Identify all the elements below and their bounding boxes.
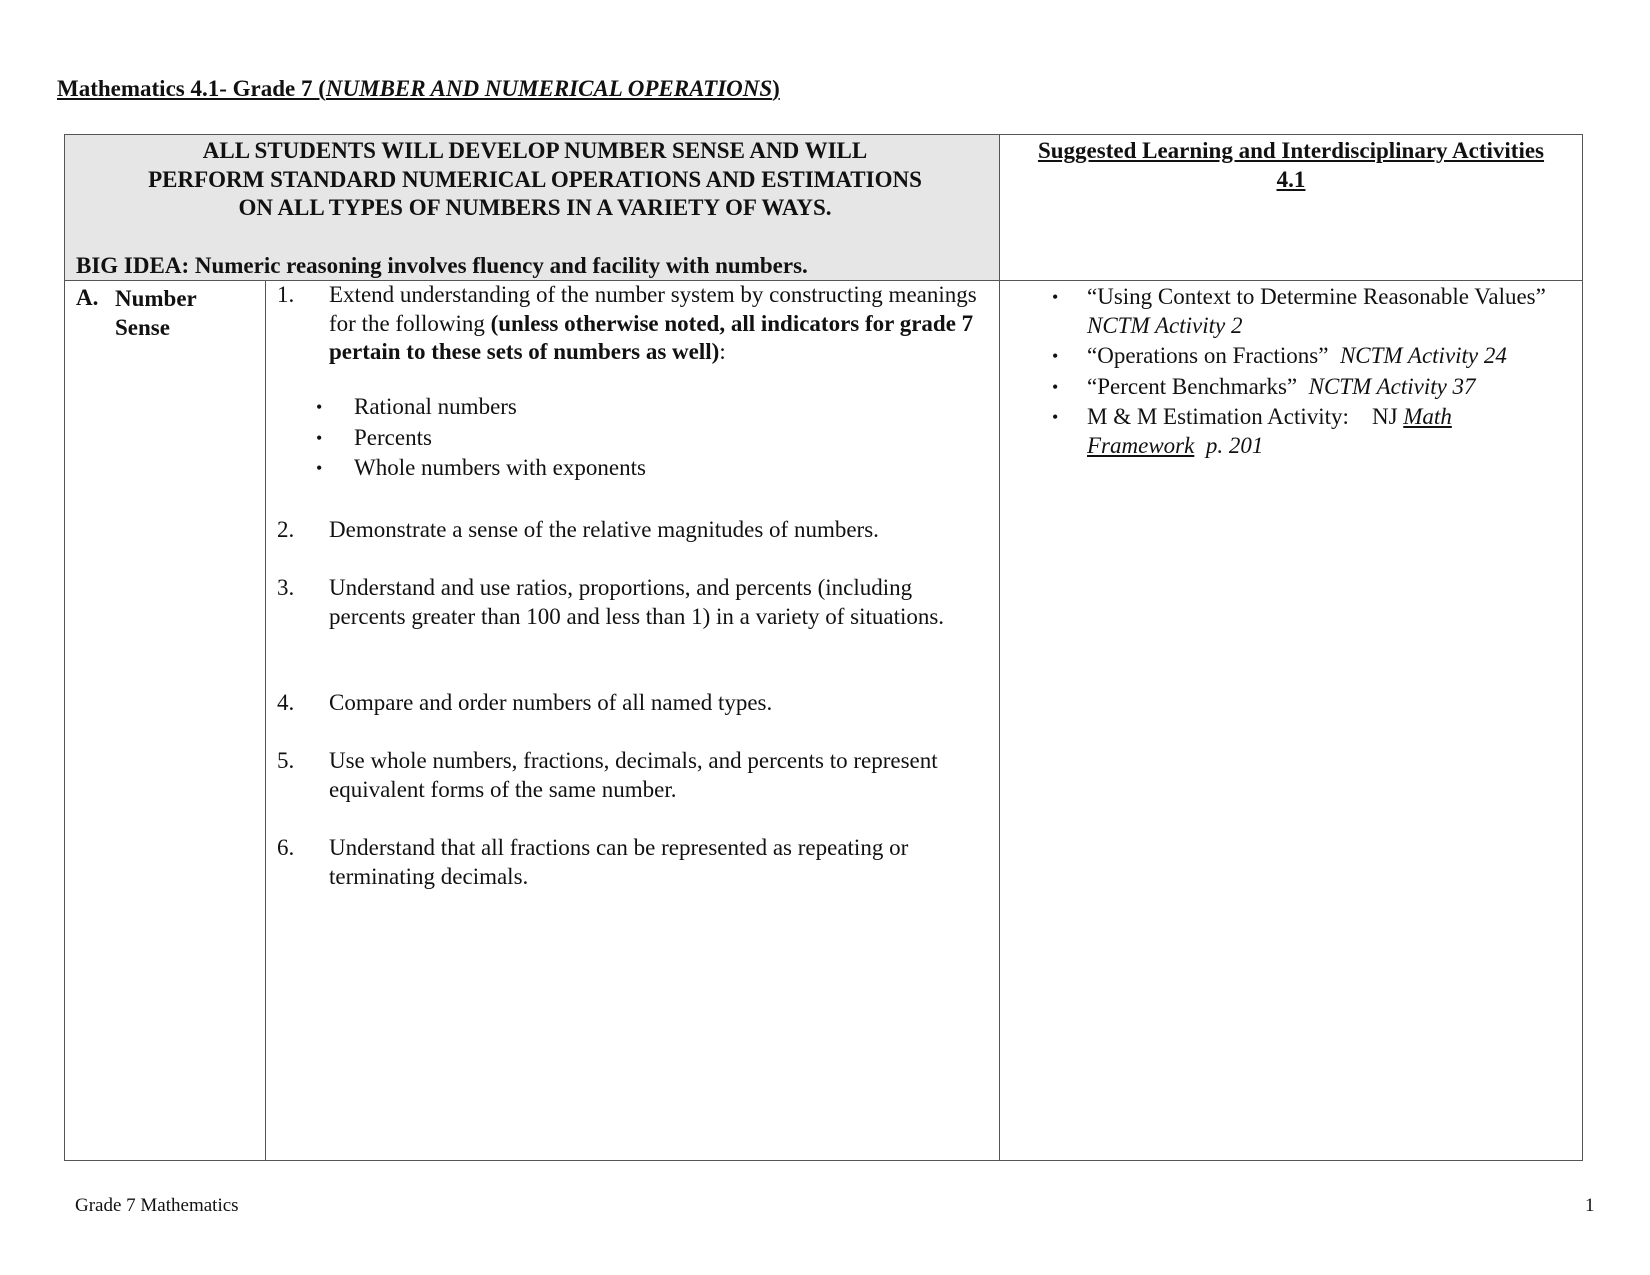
activities-cell xyxy=(1000,281,1582,1160)
standard-header-cell xyxy=(65,135,1000,281)
indicator-number: 6. xyxy=(277,835,295,860)
indicator-text: Demonstrate a sense of the relative magnitudes of numbers. xyxy=(329,517,879,542)
indicator-text xyxy=(329,281,979,367)
activity-title: “Using Context to Determine Reasonable Values” xyxy=(1087,284,1546,309)
strand-cell xyxy=(65,281,266,1160)
indicators-cell xyxy=(266,281,1000,1160)
indicator-text: Use whole numbers, fractions, decimals, and percents to represent equivalent forms of the same number. xyxy=(329,748,938,802)
activity-source-title: Math Framework xyxy=(1087,404,1452,458)
sub-item xyxy=(266,453,916,484)
activity-item xyxy=(1000,403,1582,460)
indicator-number: 3. xyxy=(277,575,295,600)
bullet-icon: • xyxy=(316,427,323,448)
strand-letter: A. xyxy=(76,285,99,310)
page-title xyxy=(57,76,780,102)
sub-item-text: Percents xyxy=(354,424,432,450)
activity-title: M & M Estimation Activity: xyxy=(1087,404,1349,429)
indicator-number: 1. xyxy=(277,282,295,307)
activity-source-prefix: NJ xyxy=(1371,404,1398,429)
sub-item-text: Whole numbers with exponents xyxy=(354,455,646,480)
activities-heading-line: Suggested Learning and Interdisciplinary Activities xyxy=(1037,138,1545,163)
indicator-text: Understand that all fractions can be represented as repeating or terminating decimals. xyxy=(329,835,909,889)
indicator-number: 2. xyxy=(277,517,295,542)
bullet-icon: • xyxy=(316,397,323,417)
sub-item xyxy=(266,423,916,454)
bullet-icon: • xyxy=(1052,407,1059,427)
bullet-icon: • xyxy=(1052,287,1059,307)
activity-item xyxy=(1000,373,1582,402)
indicator-text: Understand and use ratios, proportions, and percents (including percents greater than 100 and less than 1) in a variety of situations. xyxy=(329,575,945,629)
bullet-icon: • xyxy=(316,458,323,478)
indicator-text-bold: (unless otherwise noted, all indicators for grade 7 pertain to these sets of numbers as well) xyxy=(329,310,974,364)
activity-source: NCTM Activity 2 xyxy=(1087,312,1243,338)
indicator-text-end: : xyxy=(719,339,726,364)
activity-source-page: p. 201 xyxy=(1205,432,1264,458)
title-suffix: ) xyxy=(772,76,780,101)
indicator-number: 5. xyxy=(277,748,295,773)
page-number: 1 xyxy=(1585,1195,1595,1216)
activities-header-cell xyxy=(1000,135,1582,281)
standard-statement xyxy=(85,137,985,223)
standard-line: ON ALL TYPES OF NUMBERS IN A VARIETY OF WAYS. xyxy=(238,195,832,220)
big-idea: BIG IDEA: Numeric reasoning involves fluency and facility with numbers. xyxy=(76,253,808,278)
activity-item xyxy=(1000,342,1582,371)
activity-list xyxy=(1000,283,1582,462)
indicator-number: 4. xyxy=(277,690,295,715)
standard-line: ALL STUDENTS WILL DEVELOP NUMBER SENSE AND WILL xyxy=(202,138,868,163)
activity-source: NCTM Activity 24 xyxy=(1339,343,1507,368)
standards-table xyxy=(64,134,1583,1161)
activity-item xyxy=(1000,283,1582,340)
activities-heading xyxy=(1000,137,1582,194)
sub-item xyxy=(266,392,916,423)
indicator-text-plain: Extend understanding of the number system by constructing meanings for the following xyxy=(329,282,977,336)
bullet-icon: • xyxy=(1052,346,1059,366)
sub-item-text: Rational numbers xyxy=(354,394,517,419)
activity-source: NCTM Activity 37 xyxy=(1308,373,1476,399)
bullet-icon: • xyxy=(1052,376,1059,397)
activities-heading-number: 4.1 xyxy=(1276,166,1306,192)
activity-title: “Operations on Fractions” xyxy=(1087,343,1329,368)
sub-item-list xyxy=(266,392,916,484)
indicator-text: Compare and order numbers of all named types. xyxy=(329,690,773,715)
standard-line: PERFORM STANDARD NUMERICAL OPERATIONS AND ESTIMATIONS xyxy=(148,166,922,192)
activity-title: “Percent Benchmarks” xyxy=(1087,373,1298,399)
title-prefix: Mathematics 4.1- Grade 7 ( xyxy=(57,76,326,101)
title-italic: NUMBER AND NUMERICAL OPERATIONS xyxy=(325,76,773,101)
strand-name: Number Sense xyxy=(115,286,197,340)
footer-label: Grade 7 Mathematics xyxy=(75,1195,239,1216)
